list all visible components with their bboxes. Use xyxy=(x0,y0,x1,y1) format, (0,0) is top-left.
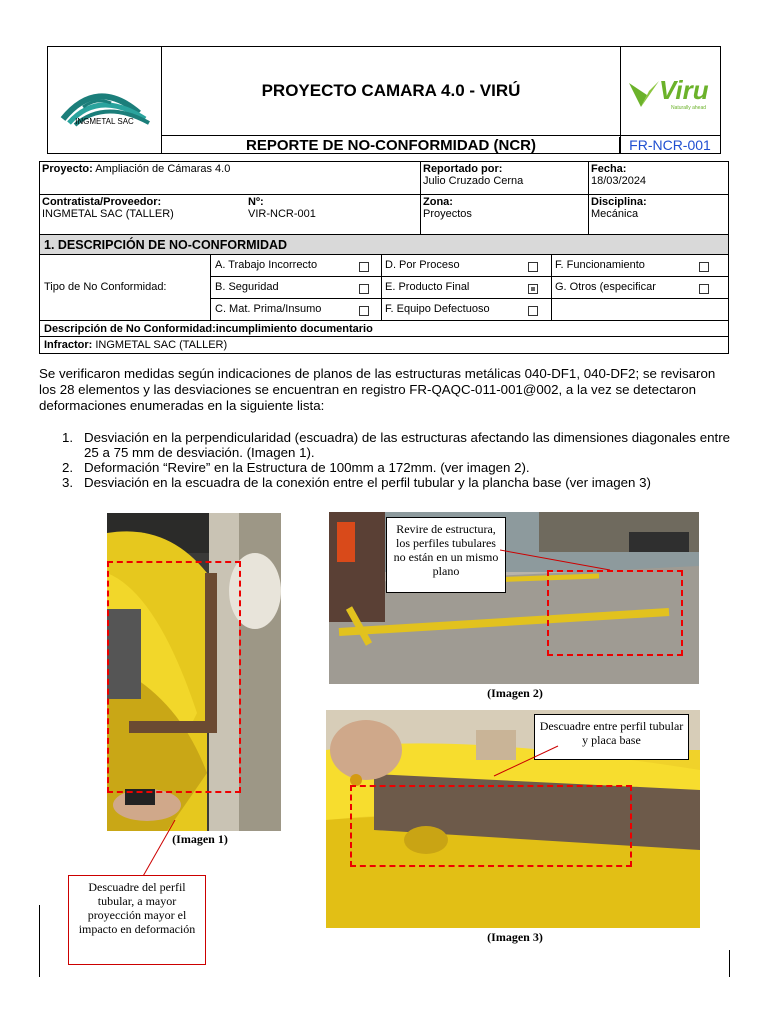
callout-3-pointer xyxy=(490,740,570,780)
infractor-row xyxy=(40,337,728,353)
numero-label: Nº: xyxy=(248,196,264,208)
option-a-checkbox[interactable] xyxy=(359,262,369,272)
option-f-checkbox[interactable] xyxy=(699,262,709,272)
caption-imagen-3: (Imagen 3) xyxy=(487,930,543,944)
option-f2-label: F. Equipo Defectuoso xyxy=(385,303,490,315)
viru-leaf-icon xyxy=(627,79,661,109)
callout-3: Descuadre entre perfil tubular y placa base xyxy=(534,714,689,760)
option-g-checkbox[interactable] xyxy=(699,284,709,294)
description-paragraph: Se verificaron medidas según indicaciones de planos de las estructuras metálicas 040-DF1, 040-DF2; se revisaron los 28 elementos y las desviaciones se encuentran en registro FR-QAQC-011-001@002, a la vez se detectaron deformaciones enumeradas en la siguiente lista: xyxy=(39,366,716,413)
callout-1-pointer xyxy=(130,820,190,880)
callout-2-pointer xyxy=(500,540,620,580)
highlight-box xyxy=(547,570,683,656)
viru-logo-text: Viru xyxy=(659,75,709,105)
form-row-type xyxy=(40,255,728,321)
option-d-label: D. Por Proceso xyxy=(385,259,460,271)
fecha-label: Fecha: xyxy=(591,163,627,175)
descripcion-row: Descripción de No Conformidad:incumplimiento documentario xyxy=(40,321,728,337)
ingmetal-logo xyxy=(48,47,162,153)
page-border-left xyxy=(39,905,40,977)
highlight-box xyxy=(350,785,632,867)
option-d-checkbox[interactable] xyxy=(528,262,538,272)
viru-tagline: Naturally ahead xyxy=(671,105,707,111)
form-row-project xyxy=(40,162,728,195)
highlight-box xyxy=(107,561,241,793)
option-b-checkbox[interactable] xyxy=(359,284,369,294)
option-f-label: F. Funcionamiento xyxy=(555,259,645,271)
proyecto-label: Proyecto: xyxy=(42,163,93,175)
document-header xyxy=(47,46,721,154)
ingmetal-arch-icon xyxy=(49,67,161,147)
caption-imagen-2: (Imagen 2) xyxy=(487,686,543,700)
ncr-form xyxy=(39,161,729,354)
deviation-list xyxy=(62,430,732,490)
disciplina-value: Mecánica xyxy=(591,208,639,220)
page-border-right xyxy=(729,950,730,977)
photo-imagen-2 xyxy=(329,512,699,684)
infractor-label: Infractor: xyxy=(44,339,93,351)
zona-label: Zona: xyxy=(423,196,453,208)
disciplina-label: Disciplina: xyxy=(591,196,647,208)
section-heading: 1. DESCRIPCIÓN DE NO-CONFORMIDAD xyxy=(40,235,728,255)
numero-value: VIR-NCR-001 xyxy=(248,208,316,220)
list-item: 1. Desviación en la perpendicularidad (escuadra) de las estructuras afectando las dimensiones diagonales entre 25 a 75 mm de desviación. (Imagen 1). xyxy=(62,430,731,460)
photo-imagen-1 xyxy=(107,513,281,831)
option-b-label: B. Seguridad xyxy=(215,281,279,293)
option-e-checkbox[interactable] xyxy=(528,284,538,294)
callout-2: Revire de estructura, los perfiles tubulares no están en un mismo plano xyxy=(386,517,506,593)
reportado-value: Julio Cruzado Cerna xyxy=(423,175,524,187)
zona-value: Proyectos xyxy=(423,208,472,220)
infractor-value: INGMETAL SAC (TALLER) xyxy=(95,339,228,351)
tipo-label: Tipo de No Conformidad: xyxy=(44,281,167,293)
reportado-label: Reportado por: xyxy=(423,163,503,175)
proyecto-value: Ampliación de Cámaras 4.0 xyxy=(95,163,231,175)
report-subtitle: REPORTE DE NO-CONFORMIDAD (NCR) xyxy=(246,137,536,154)
ingmetal-logo-text: INGMETAL SAC xyxy=(75,117,134,126)
option-g-label: G. Otros (especificar xyxy=(555,281,656,293)
header-divider xyxy=(162,135,720,136)
option-f2-checkbox[interactable] xyxy=(528,306,538,316)
list-item: 3. Desviación en la escuadra de la conexión entre el perfil tubular y la plancha base (ver imagen 3) xyxy=(62,475,651,490)
option-c-label: C. Mat. Prima/Insumo xyxy=(215,303,322,315)
caption-imagen-1: (Imagen 1) xyxy=(172,832,228,846)
option-c-checkbox[interactable] xyxy=(359,306,369,316)
form-row-contractor xyxy=(40,195,728,235)
contratista-value: INGMETAL SAC (TALLER) xyxy=(42,208,174,220)
option-a-label: A. Trabajo Incorrecto xyxy=(215,259,318,271)
form-code: FR-NCR-001 xyxy=(619,137,720,153)
fecha-value: 18/03/2024 xyxy=(591,175,647,187)
contratista-label: Contratista/Proveedor: xyxy=(42,196,162,208)
callout-1: Descuadre del perfil tubular, a mayor proyección mayor el impacto en deformación xyxy=(68,875,206,965)
list-item: 2. Deformación “Revire” en la Estructura de 100mm a 172mm. (ver imagen 2). xyxy=(62,460,530,475)
project-title: PROYECTO CAMARA 4.0 - VIRÚ xyxy=(261,81,521,100)
option-e-label: E. Producto Final xyxy=(385,281,470,293)
